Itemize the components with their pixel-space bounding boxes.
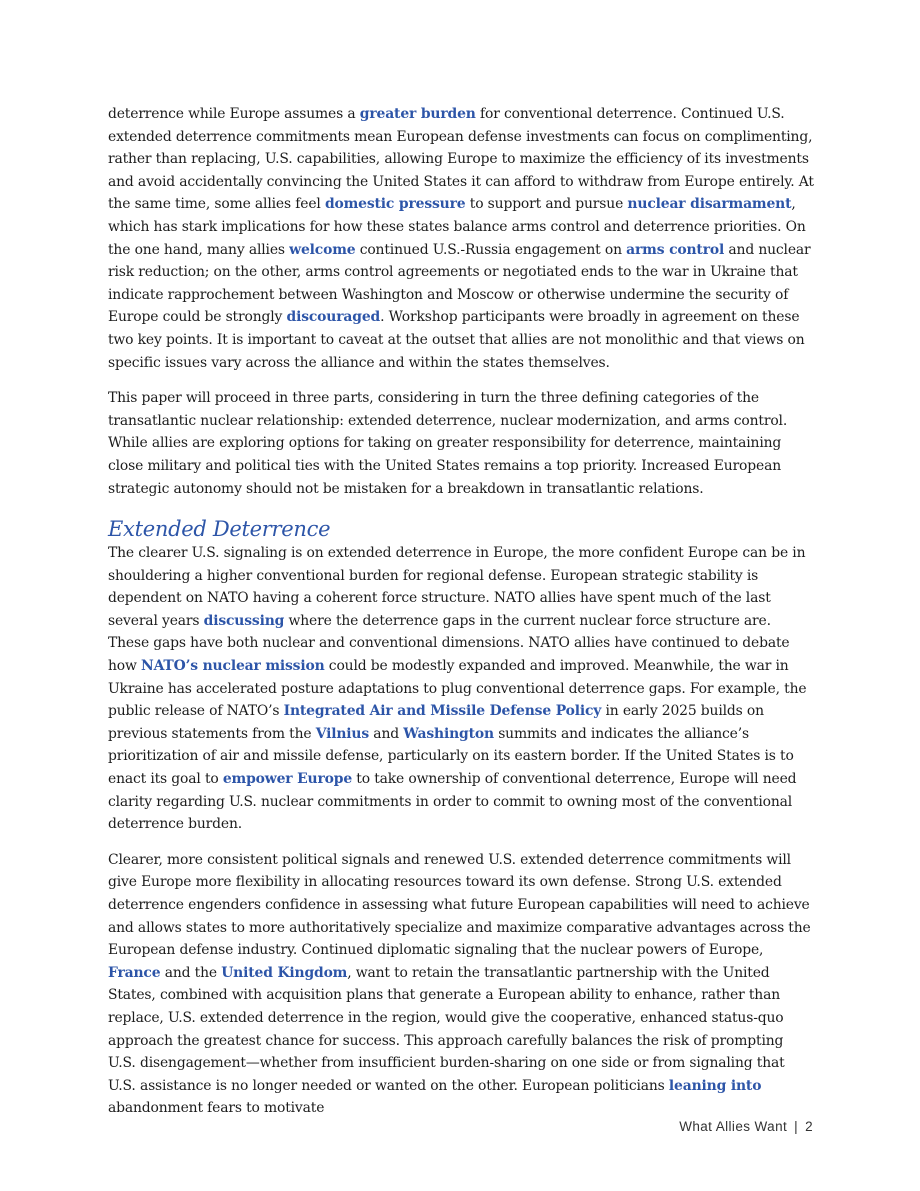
- link-natos-nuclear-mission[interactable]: NATO’s nuclear mission: [141, 658, 325, 675]
- paragraph-text: to support and pursue: [465, 196, 628, 213]
- paragraph-text: in early 2025 builds on previous statements from the: [108, 703, 764, 742]
- paragraph-text: , which has stark implications for how these states balance arms control and deterrence priorities. On the one hand, many allies: [108, 196, 806, 258]
- paragraph-text: could be modestly expanded and improved. Meanwhile, the war in Ukraine has accelerated posture adaptations to plug conventional deterrence gaps. For example, the public release of NATO’s: [108, 658, 807, 720]
- page-footer: [679, 1119, 813, 1134]
- link-domestic-pressure[interactable]: domestic pressure: [324, 196, 466, 213]
- link-empower-europe[interactable]: empower Europe: [222, 771, 353, 788]
- footer-title: What Allies Want: [679, 1119, 788, 1134]
- paragraph-text: for conventional deterrence. Continued U.S. extended deterrence commitments mean European defense investments can focus on complimenting, rather than replacing, U.S. capabilities, allowing Europe to maximize the efficiency of its investments and avoid accidentally convincing the United States it can afford to withdraw from Europe entirely. At the same time, some allies feel: [108, 106, 814, 213]
- paragraph: [108, 542, 814, 836]
- link-nuclear-disarmament[interactable]: nuclear disarmament: [627, 196, 792, 213]
- link-arms-control[interactable]: arms control: [626, 241, 725, 258]
- link-france[interactable]: France: [108, 964, 161, 981]
- link-greater-burden[interactable]: greater burden: [359, 106, 476, 122]
- paragraph-text: . Workshop participants were broadly in agreement on these two key points. It is important to caveat at the outset that allies are not monolithic and that views on specific issues vary across the alliance and within the states themselves.: [108, 309, 805, 371]
- paragraph: [108, 387, 814, 500]
- link-leaning-into[interactable]: leaning into: [668, 1077, 762, 1094]
- link-discouraged[interactable]: discouraged: [286, 309, 381, 326]
- link-washington[interactable]: Washington: [403, 725, 494, 742]
- paragraph-text: Clearer, more consistent political signals and renewed U.S. extended deterrence commitments will give Europe more flexibility in allocating resources toward its own defense. Strong U.S. extended deterrence engenders confidence in assessing what future European capabilities will need to achieve and allows states to more authoritatively specialize and maximize comparative advantages across the European defense industry. Continued diplomatic signaling that the nuclear powers of Europe,: [108, 851, 811, 959]
- paragraph-text: deterrence while Europe assumes a: [108, 106, 360, 122]
- paragraph-text: where the deterrence gaps in the current nuclear force structure are. These gaps have both nuclear and conventional dimensions. NATO allies have continued to debate how: [108, 612, 790, 675]
- paragraph-text: and: [369, 725, 404, 742]
- link-united-kingdom[interactable]: United Kingdom: [221, 964, 348, 981]
- paragraph: [108, 103, 814, 374]
- link-discussing[interactable]: discussing: [203, 612, 285, 629]
- section-paragraphs: [108, 542, 814, 1120]
- link-vilnius[interactable]: Vilnius: [315, 725, 370, 742]
- link-integrated-air-missile-defense-policy[interactable]: Integrated Air and Missile Defense Policy: [283, 703, 602, 720]
- intro-paragraphs: [108, 103, 814, 500]
- paragraph-text: and the: [160, 964, 222, 981]
- paragraph-text: , want to retain the transatlantic partnership with the United States, combined with acquisition plans that generate a European ability to enhance, rather than replace, U.S. extended deterrence in the region, would give the cooperative, enhanced status-quo approach the greatest chance for success. This approach carefully balances the risk of prompting U.S. disengagement—whether from insufficient burden-sharing on one side or from signaling that U.S. assistance is no longer needed or wanted on the other. European politicians: [108, 964, 785, 1094]
- paragraph-text: to take ownership of conventional deterrence, Europe will need clarity regarding U.S. nuclear commitments in order to commit to owning most of the conventional deterrence burden.: [108, 771, 797, 833]
- link-welcome[interactable]: welcome: [289, 241, 356, 258]
- paragraph-text: The clearer U.S. signaling is on extended deterrence in Europe, the more confident Europe can be in shouldering a higher conventional burden for regional defense. European strategic stability is dependent on NATO having a coherent force structure. NATO allies have spent much of the last several years: [108, 545, 806, 629]
- paragraph-text: continued U.S.-Russia engagement on: [355, 241, 627, 258]
- paragraph-text: This paper will proceed in three parts, considering in turn the three defining categories of the transatlantic nuclear relationship: extended deterrence, nuclear modernization, and arms control. While allies are exploring options for taking on greater responsibility for deterrence, maintaining close military and political ties with the United States remains a top priority. Increased European strategic autonomy should not be mistaken for a breakdown in transatlantic relations.: [108, 390, 788, 497]
- paragraph-text: summits and indicates the alliance’s prioritization of air and missile defense, particularly on its eastern border. If the United States is to enact its goal to: [108, 725, 794, 788]
- page-number: 2: [805, 1119, 813, 1134]
- paragraph-text: abandonment fears to motivate: [108, 1100, 325, 1117]
- footer-separator: |: [794, 1119, 799, 1134]
- section-heading: Extended Deterrence: [108, 517, 331, 542]
- paragraph-text: and nuclear risk reduction; on the other, arms control agreements or negotiated ends to the war in Ukraine that indicate rapprochement between Washington and Moscow or otherwise undermine the security of Europe could be strongly: [108, 241, 811, 326]
- body-content: [108, 103, 814, 1133]
- paragraph: [108, 849, 814, 1120]
